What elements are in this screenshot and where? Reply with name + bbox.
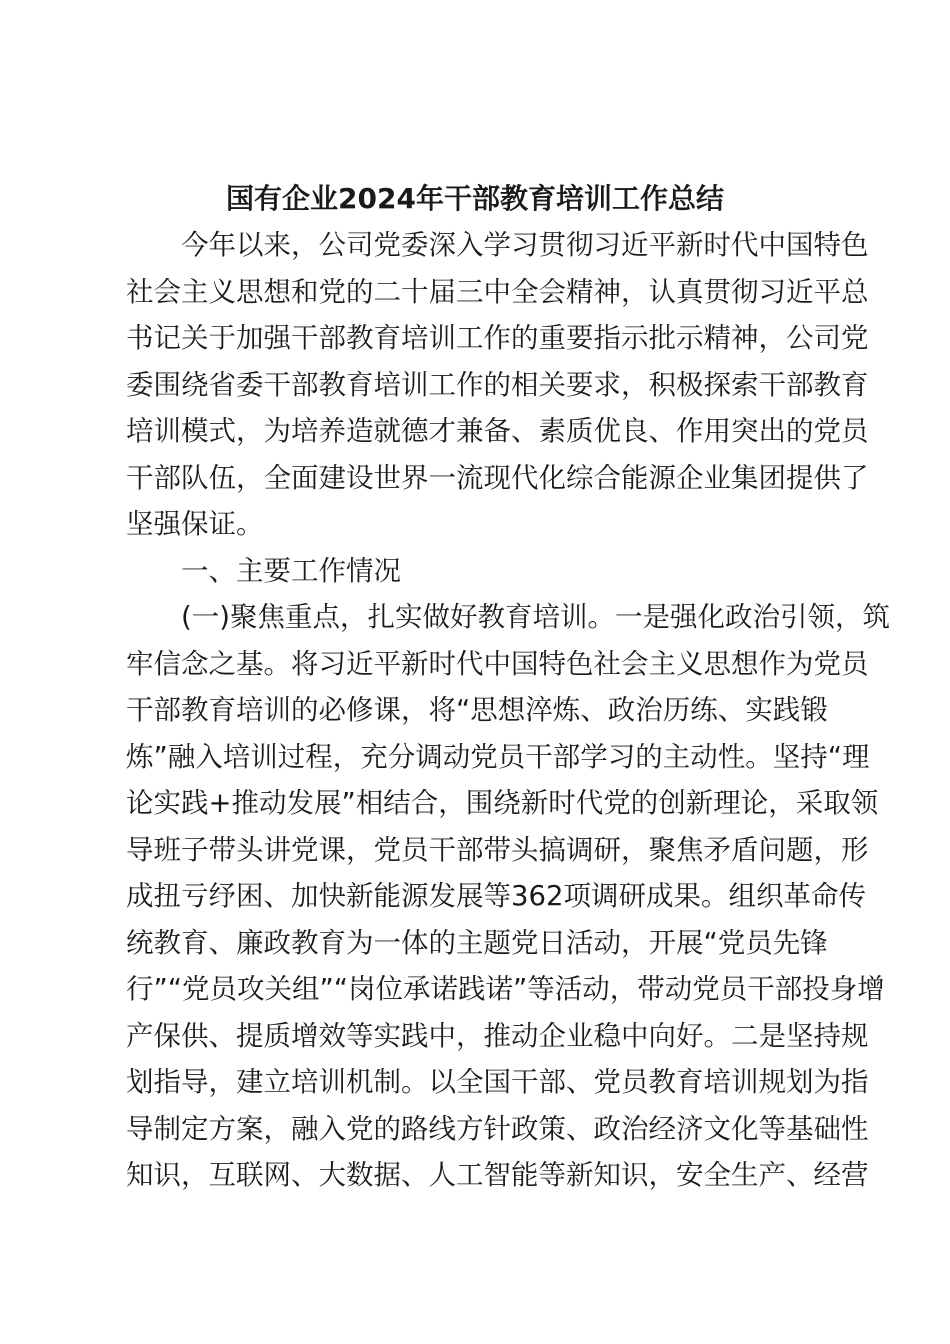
body-line: 一、主要工作情况 bbox=[126, 554, 401, 587]
body-line: 牢信念之基。将习近平新时代中国特色社会主义思想作为党员 bbox=[126, 647, 869, 680]
body-line: (一)聚焦重点，扎实做好教育培训。一是强化政治引领，筑 bbox=[126, 601, 890, 633]
body-line: 统教育、廉政教育为一体的主题党日活动，开展“党员先锋 bbox=[126, 926, 828, 959]
body-line: 行”“党员攻关组”“岗位承诺践诺”等活动，带动党员干部投身增 bbox=[126, 973, 885, 1005]
body-line: 书记关于加强干部教育培训工作的重要指示批示精神，公司党 bbox=[126, 322, 869, 354]
body-line: 导班子带头讲党课，党员干部带头搞调研，聚焦矛盾问题，形 bbox=[126, 833, 869, 866]
body-line: 干部教育培训的必修课，将“思想淬炼、政治历练、实践锻 bbox=[126, 694, 828, 726]
body-line: 培训模式，为培养造就德才兼备、素质优良、作用突出的党员 bbox=[126, 415, 869, 447]
body-line: 社会主义思想和党的二十届三中全会精神，认真贯彻习近平总 bbox=[126, 275, 869, 308]
document-body bbox=[126, 222, 890, 1199]
body-line: 炼”融入培训过程，充分调动党员干部学习的主动性。坚持“理 bbox=[126, 740, 870, 773]
document-title: 国有企业2024年干部教育培训工作总结 bbox=[226, 182, 724, 215]
body-line: 导制定方案，融入党的路线方针政策、政治经济文化等基础性 bbox=[126, 1112, 869, 1145]
body-line: 知识，互联网、大数据、人工智能等新知识，安全生产、经营 bbox=[126, 1159, 869, 1191]
body-line: 论实践+推动发展”相结合，围绕新时代党的创新理论，采取领 bbox=[126, 787, 879, 819]
body-line: 划指导，建立培训机制。以全国干部、党员教育培训规划为指 bbox=[126, 1066, 869, 1098]
body-line: 产保供、提质增效等实践中，推动企业稳中向好。二是坚持规 bbox=[126, 1019, 869, 1052]
body-line: 成扭亏纾困、加快新能源发展等362项调研成果。组织革命传 bbox=[126, 880, 866, 912]
body-line: 今年以来，公司党委深入学习贯彻习近平新时代中国特色 bbox=[126, 229, 869, 261]
body-line: 委围绕省委干部教育培训工作的相关要求，积极探索干部教育 bbox=[126, 368, 869, 401]
body-line: 坚强保证。 bbox=[126, 508, 264, 540]
body-line: 干部队伍，全面建设世界一流现代化综合能源企业集团提供了 bbox=[126, 461, 869, 494]
